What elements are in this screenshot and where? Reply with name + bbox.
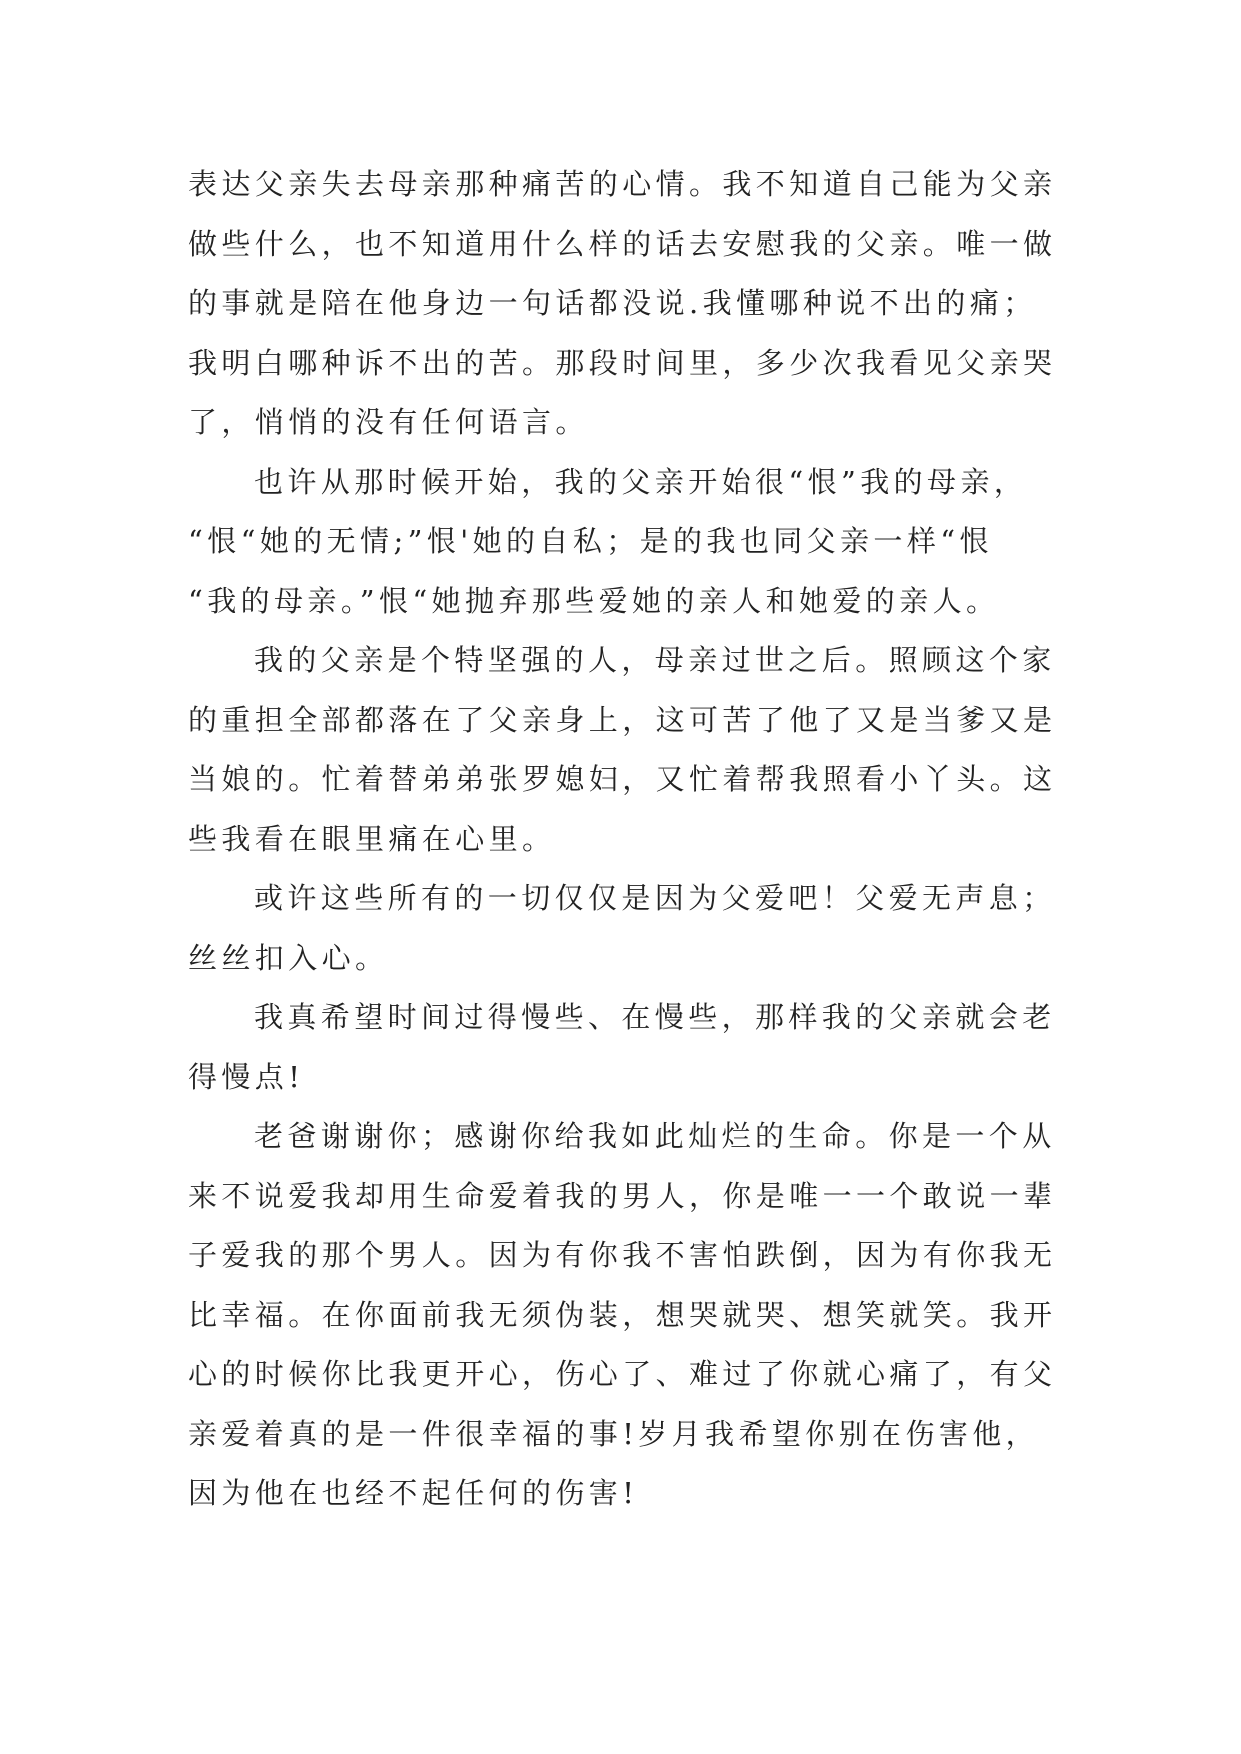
- text-line: 得慢点!: [188, 1059, 305, 1094]
- text-line: 做些什么，也不知道用什么样的话去安慰我的父亲。唯一做: [188, 226, 1057, 261]
- text-line: 表达父亲失去母亲那种痛苦的心情。我不知道自己能为父亲: [188, 167, 1057, 201]
- text-line: 当娘的。忙着替弟弟张罗媳妇，又忙着帮我照看小丫头。这: [188, 762, 1057, 796]
- text-line: 子爱我的那个男人。因为有你我不害怕跌倒，因为有你我无: [188, 1238, 1057, 1272]
- document-body: [188, 155, 1068, 1524]
- paragraph-4: [188, 869, 1068, 988]
- text-line: 心的时候你比我更开心，伤心了、难过了你就心痛了，有父: [188, 1357, 1057, 1391]
- text-line: 的重担全部都落在了父亲身上，这可苦了他了又是当爹又是: [188, 702, 1057, 737]
- paragraph-1: [188, 155, 1068, 453]
- text-line-indented: 我的父亲是个特坚强的人，母亲过世之后。照顾这个家: [254, 643, 1056, 677]
- text-line-indented: 也许从那时候开始，我的父亲开始很“恨”我的母亲，: [254, 464, 1028, 499]
- text-line: 些我看在眼里痛在心里。: [188, 821, 556, 856]
- text-line: 我明白哪种诉不出的苦。那段时间里，多少次我看见父亲哭: [188, 345, 1057, 380]
- text-line: 的事就是陪在他身边一句话都没说.我懂哪种说不出的痛；: [188, 286, 1037, 320]
- text-line: 丝丝扣入心。: [188, 940, 389, 975]
- paragraph-5: [188, 988, 1068, 1107]
- paragraph-2: [188, 453, 1068, 632]
- text-line: 亲爱着真的是一件很幸福的事!岁月我希望你别在伤害他，: [188, 1416, 1040, 1451]
- text-line-indented: 我真希望时间过得慢些、在慢些，那样我的父亲就会老: [254, 1000, 1056, 1034]
- text-line: “我的母亲。”恨“她抛弃那些爱她的亲人和她爱的亲人。: [188, 583, 1000, 618]
- text-line-indented: 或许这些所有的一切仅仅是因为父爱吧！父爱无声息；: [254, 881, 1056, 915]
- paragraph-6: [188, 1107, 1068, 1524]
- text-line: 了，悄悄的没有任何语言。: [188, 405, 589, 439]
- text-line: 比幸福。在你面前我无须伪装，想哭就哭、想笑就笑。我开: [188, 1297, 1057, 1332]
- text-line: 来不说爱我却用生命爱着我的男人，你是唯一一个敢说一辈: [188, 1178, 1057, 1213]
- text-line: 因为他在也经不起任何的伤害!: [188, 1476, 639, 1510]
- text-line: “恨“她的无情;”恨'她的自私；是的我也同父亲一样“恨: [188, 524, 993, 558]
- paragraph-3: [188, 631, 1068, 869]
- text-line-indented: 老爸谢谢你；感谢你给我如此灿烂的生命。你是一个从: [254, 1119, 1056, 1153]
